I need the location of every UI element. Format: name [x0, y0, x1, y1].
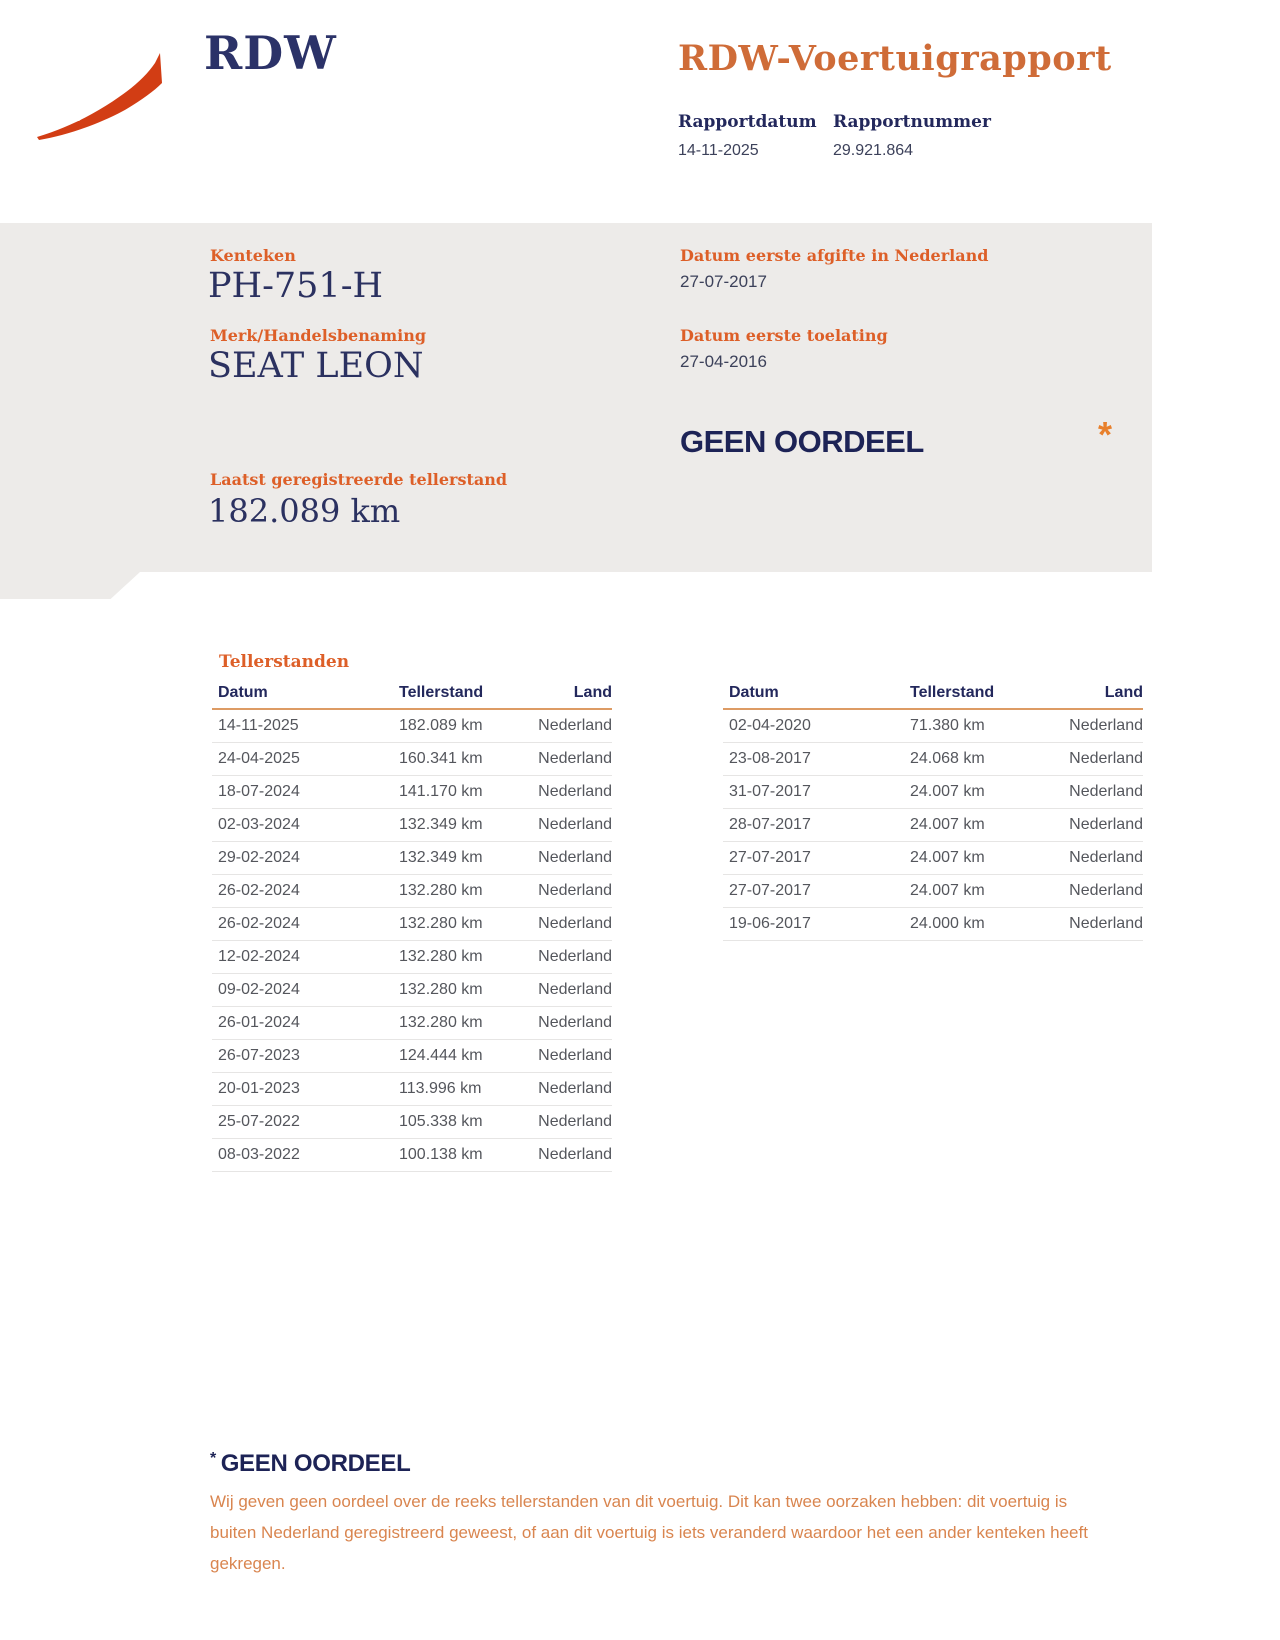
- table-row: [723, 776, 1143, 809]
- verdict-text: GEEN OORDEEL: [680, 424, 924, 459]
- row-land: Nederland: [538, 882, 612, 899]
- row-tellerstand: 113.996 km: [399, 1080, 482, 1097]
- row-land: Nederland: [538, 717, 612, 734]
- row-land: Nederland: [538, 981, 612, 998]
- row-land: Nederland: [1069, 750, 1143, 767]
- row-land: Nederland: [538, 948, 612, 965]
- row-tellerstand: 100.138 km: [399, 1146, 483, 1163]
- column-header-land: Land: [1104, 684, 1143, 701]
- table-row: [212, 809, 612, 842]
- row-datum: 26-02-2024: [218, 882, 300, 899]
- row-datum: 14-11-2025: [218, 717, 299, 734]
- summary-panel: [0, 223, 1152, 572]
- row-datum: 27-07-2017: [729, 849, 811, 866]
- odometer-value: 182.089 km: [208, 492, 401, 530]
- row-land: Nederland: [1069, 915, 1143, 932]
- row-datum: 08-03-2022: [218, 1146, 300, 1163]
- row-land: Nederland: [1069, 783, 1143, 800]
- row-tellerstand: 71.380 km: [910, 717, 985, 734]
- row-land: Nederland: [538, 750, 612, 767]
- report-number-label: Rapportnummer: [833, 112, 991, 132]
- column-header-datum: Datum: [729, 684, 779, 701]
- row-tellerstand: 160.341 km: [399, 750, 483, 767]
- toelating-label: Datum eerste toelating: [680, 326, 888, 345]
- row-datum: 26-02-2024: [218, 915, 300, 932]
- toelating-value: 27-04-2016: [680, 352, 767, 371]
- footnote-title: GEEN OORDEEL: [220, 1450, 411, 1477]
- row-land: Nederland: [1069, 816, 1143, 833]
- column-header-tellerstand: Tellerstand: [399, 684, 484, 701]
- kenteken-value: PH-751-H: [208, 266, 384, 306]
- row-tellerstand: 132.280 km: [399, 882, 483, 899]
- row-tellerstand: 24.000 km: [910, 915, 985, 932]
- footnote-asterisk: *: [210, 1450, 217, 1467]
- row-tellerstand: 132.349 km: [399, 849, 483, 866]
- row-tellerstand: 132.280 km: [399, 1014, 483, 1031]
- merk-value: SEAT LEON: [208, 346, 424, 386]
- row-land: Nederland: [538, 816, 612, 833]
- column-header-land: Land: [573, 684, 612, 701]
- row-datum: 02-03-2024: [218, 816, 300, 833]
- table-row: [212, 1106, 612, 1139]
- row-tellerstand: 132.280 km: [399, 915, 483, 932]
- page-title: RDW-Voertuigrapport: [678, 38, 1112, 79]
- row-datum: 26-01-2024: [218, 1014, 300, 1031]
- row-datum: 20-01-2023: [218, 1080, 300, 1097]
- row-land: Nederland: [1069, 717, 1143, 734]
- merk-label: Merk/Handelsbenaming: [210, 326, 427, 345]
- column-header-tellerstand: Tellerstand: [910, 684, 995, 701]
- row-tellerstand: 124.444 km: [399, 1047, 483, 1064]
- table-row: [212, 941, 612, 974]
- row-land: Nederland: [538, 1047, 612, 1064]
- table-header-row: [212, 684, 612, 710]
- row-datum: 28-07-2017: [729, 816, 811, 833]
- table-row: [723, 809, 1143, 842]
- row-tellerstand: 24.007 km: [910, 816, 985, 833]
- row-tellerstand: 182.089 km: [399, 717, 483, 734]
- kenteken-label: Kenteken: [210, 246, 296, 265]
- row-land: Nederland: [1069, 849, 1143, 866]
- table-row: [212, 875, 612, 908]
- row-datum: 23-08-2017: [729, 750, 811, 767]
- footnote-paragraph: Wij geven geen oordeel over de reeks tellerstanden van dit voertuig. Dit kan twee oorzaken hebben: dit voertuig is buiten Nederland geregistreerd geweest, of aan dit voertuig is iets veranderd waardoor het een ander kenteken heeft gekregen.: [210, 1492, 1088, 1573]
- afgifte-label: Datum eerste afgifte in Nederland: [680, 246, 989, 265]
- row-land: Nederland: [538, 1146, 612, 1163]
- table-row: [212, 1139, 612, 1172]
- row-tellerstand: 24.007 km: [910, 783, 985, 800]
- afgifte-value: 27-07-2017: [680, 272, 767, 291]
- row-tellerstand: 132.280 km: [399, 948, 483, 965]
- report-date-label: Rapportdatum: [678, 112, 817, 132]
- row-datum: 31-07-2017: [729, 783, 811, 800]
- table-row: [212, 974, 612, 1007]
- row-datum: 29-02-2024: [218, 849, 300, 866]
- row-tellerstand: 132.349 km: [399, 816, 483, 833]
- row-tellerstand: 24.068 km: [910, 750, 985, 767]
- row-datum: 27-07-2017: [729, 882, 811, 899]
- row-datum: 02-04-2020: [729, 717, 811, 734]
- row-land: Nederland: [1069, 882, 1143, 899]
- row-datum: 25-07-2022: [218, 1113, 300, 1130]
- tellerstanden-section-title: Tellerstanden: [219, 652, 350, 672]
- brand-wordmark: RDW: [204, 26, 337, 80]
- table-row: [212, 776, 612, 809]
- row-datum: 09-02-2024: [218, 981, 300, 998]
- row-tellerstand: 24.007 km: [910, 849, 985, 866]
- odometer-table-right: [723, 684, 1143, 941]
- footnote-heading: [210, 1450, 410, 1478]
- table-row: [723, 908, 1143, 941]
- table-header-row: [723, 684, 1143, 710]
- table-row: [723, 743, 1143, 776]
- table-row: [723, 842, 1143, 875]
- row-land: Nederland: [538, 915, 612, 932]
- report-date-value: 14-11-2025: [678, 142, 759, 159]
- table-row: [723, 710, 1143, 743]
- row-land: Nederland: [538, 1014, 612, 1031]
- row-datum: 18-07-2024: [218, 783, 300, 800]
- row-tellerstand: 24.007 km: [910, 882, 985, 899]
- row-land: Nederland: [538, 849, 612, 866]
- row-datum: 24-04-2025: [218, 750, 300, 767]
- table-row: [212, 1007, 612, 1040]
- table-row: [212, 743, 612, 776]
- table-row: [212, 710, 612, 743]
- table-row: [212, 908, 612, 941]
- row-tellerstand: 141.170 km: [399, 783, 483, 800]
- row-datum: 12-02-2024: [218, 948, 300, 965]
- row-tellerstand: 132.280 km: [399, 981, 483, 998]
- table-row: [723, 875, 1143, 908]
- column-header-datum: Datum: [218, 684, 268, 701]
- summary-panel-corner-shape: [0, 572, 140, 599]
- row-land: Nederland: [538, 1080, 612, 1097]
- table-row: [212, 1040, 612, 1073]
- row-tellerstand: 105.338 km: [399, 1113, 483, 1130]
- row-land: Nederland: [538, 1113, 612, 1130]
- rdw-logo-icon: [33, 50, 165, 142]
- odometer-label: Laatst geregistreerde tellerstand: [210, 470, 508, 489]
- table-row: [212, 1073, 612, 1106]
- row-land: Nederland: [538, 783, 612, 800]
- row-datum: 26-07-2023: [218, 1047, 300, 1064]
- report-number-value: 29.921.864: [833, 142, 914, 159]
- row-datum: 19-06-2017: [729, 915, 811, 932]
- odometer-table-left: [212, 684, 612, 1172]
- verdict-asterisk: *: [1098, 414, 1113, 455]
- table-row: [212, 842, 612, 875]
